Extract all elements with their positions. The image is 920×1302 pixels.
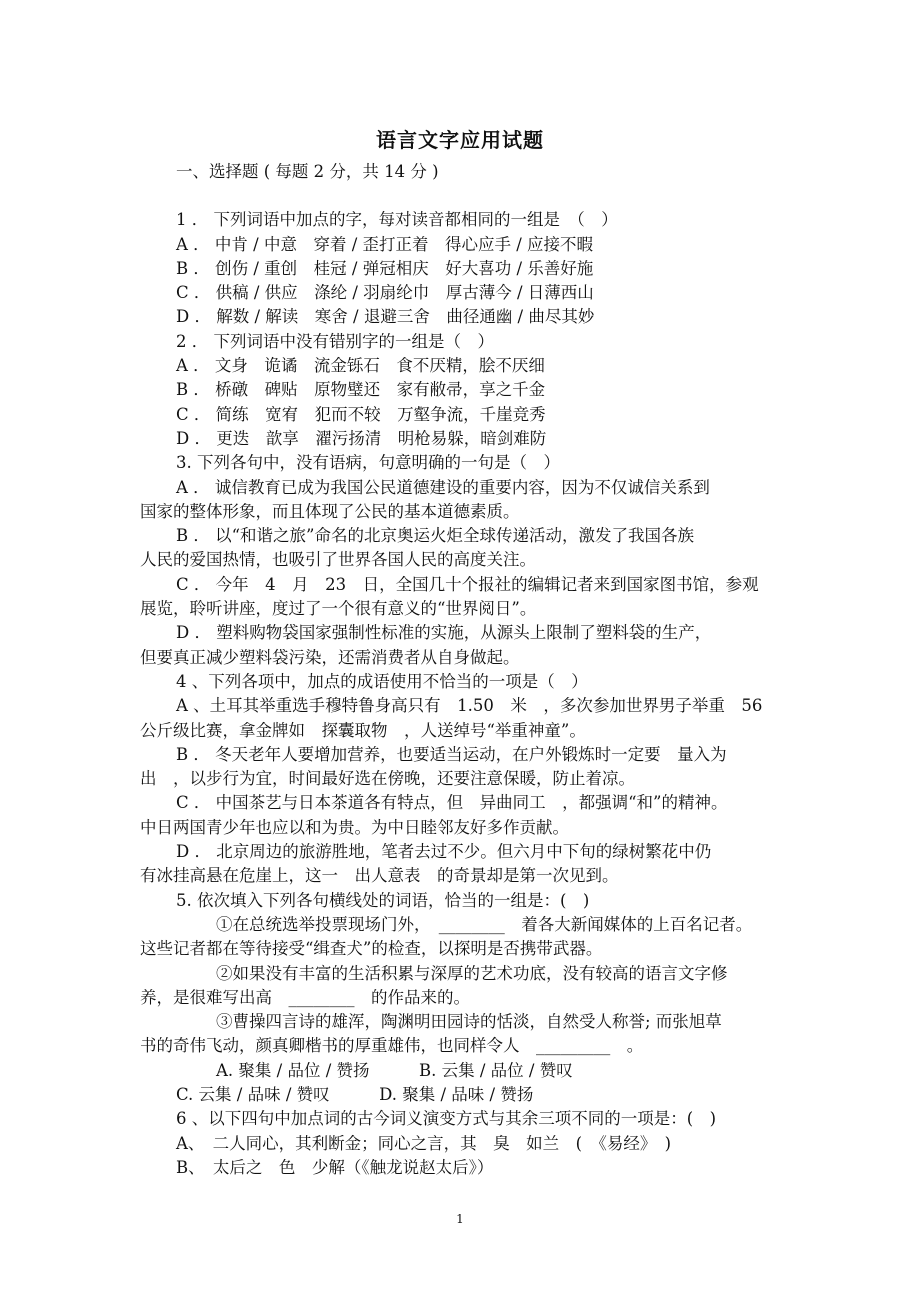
question-4-option-d-line1: D ． 北京周边的旅游胜地，笔者去过不少。但六月中下旬的绿树繁花中仍: [176, 842, 712, 862]
document-title: 语言文字应用试题: [376, 128, 544, 152]
question-6-option-a: A、 二人同心，其利断金；同心之言，其 臭 如兰 ( 《易经》 ): [176, 1133, 672, 1153]
question-5-sentence-1-line2: 这些记者都在等待接受“缉查犬”的检查，以探明是否携带武器。: [140, 939, 603, 959]
question-4-option-b-line1: B ． 冬天老年人要增加营养，也要适当运动，在户外锻炼时一定要 量入为: [176, 744, 727, 764]
question-3-option-c-line1: C ． 今年 4 月 23 日，全国几十个报社的编辑记者来到国家图书馆，参观: [176, 574, 759, 594]
question-1-stem: 1 ． 下列词语中加点的字，每对读音都相同的一组是 （ ）: [176, 210, 618, 230]
question-3-option-a-line1: A ． 诚信教育已成为我国公民道德建设的重要内容，因为不仅诚信关系到: [176, 477, 710, 497]
question-6-option-b: B、 太后之 色 少解（《触龙说赵太后》）: [176, 1157, 494, 1177]
question-3-option-d-line2: 但要真正减少塑料袋污染，还需消费者从自身做起。: [140, 647, 520, 667]
question-5-sentence-3-line1: ③曹操四言诗的雄浑，陶渊明田园诗的恬淡，自然受人称誉; 而张旭草: [216, 1012, 722, 1032]
question-4-option-c-line2: 中日两国青少年也应以和为贵。为中日睦邻友好多作贡献。: [140, 817, 569, 837]
question-3-option-d-line1: D ． 塑料购物袋国家强制性标准的实施，从源头上限制了塑料袋的生产，: [176, 623, 712, 643]
question-1-option-d: D ． 解数 / 解读 寒舍 / 退避三舍 曲径通幽 / 曲尽其妙: [176, 307, 595, 327]
question-1-option-c: C ． 供稿 / 供应 涤纶 / 羽扇纶巾 厚古薄今 / 日薄西山: [176, 283, 594, 303]
question-4-stem: 4 、下列各项中，加点的成语使用不恰当的一项是（ ）: [176, 671, 588, 691]
section-heading: 一、选择题 ( 每题 2 分，共 14 分 ): [176, 162, 439, 181]
page-number: 1: [456, 1212, 464, 1226]
question-1-option-b: B ． 创伤 / 重创 桂冠 / 弹冠相庆 好大喜功 / 乐善好施: [176, 258, 594, 278]
question-5-stem: 5. 依次填入下列各句横线处的词语，恰当的一组是：( ): [176, 890, 590, 910]
question-3-option-c-line2: 展览，聆听讲座，度过了一个很有意义的“世界阅日”。: [140, 599, 537, 619]
question-5-sentence-2-line2: 养，是很难写出高 ________ 的作品来的。: [140, 987, 470, 1007]
question-5-sentence-3-line2: 书的奇伟飞动，颜真卿楷书的厚重雄伟，也同样令人 _________ 。: [140, 1036, 644, 1056]
document-body: [140, 160, 790, 1180]
question-4-option-d-line2: 有冰挂高悬在危崖上，这一 出人意表 的奇景却是第一次见到。: [140, 866, 619, 886]
question-4-option-c-line1: C ． 中国茶艺与日本茶道各有特点，但 异曲同工 ，都强调“和”的精神。: [176, 793, 728, 813]
question-1-option-a: A ． 中肯 / 中意 穿着 / 歪打正着 得心应手 / 应接不暇: [176, 234, 594, 254]
blank-line: [140, 184, 790, 208]
question-5-sentence-2-line1: ②如果没有丰富的生活积累与深厚的艺术功底，没有较高的语言文字修: [216, 963, 728, 983]
question-2-option-b: B ． 桥礅 碑贴 原物璧还 家有敝帚，享之千金: [176, 380, 546, 400]
question-4-option-a-line2: 公斤级比赛，拿金牌如 探囊取物 ，人送绰号“举重神童”。: [140, 720, 586, 740]
question-3-stem: 3. 下列各句中，没有语病，句意明确的一句是（ ）: [176, 453, 560, 473]
question-6-stem: 6 、以下四句中加点词的古今词义演变方式与其余三项不同的一项是：( ): [176, 1109, 717, 1129]
question-2-stem: 2 ． 下列词语中没有错别字的一组是（ ）: [176, 331, 494, 351]
question-3-option-b-line2: 人民的爱国热情，也吸引了世界各国人民的高度关注。: [140, 550, 536, 570]
question-3-option-b-line1: B ． 以“和谐之旅”命名的北京奥运火炬全球传递活动，激发了我国各族: [176, 526, 694, 546]
question-5-options-ab: A. 聚集 / 品位 / 赞扬 B. 云集 / 品位 / 赞叹: [216, 1060, 573, 1080]
question-2-option-c: C ． 简练 宽宥 犯而不较 万壑争流，千崖竞秀: [176, 404, 546, 424]
question-5-options-cd: C. 云集 / 品味 / 赞叹 D. 聚集 / 品味 / 赞扬: [176, 1084, 534, 1104]
question-2-option-d: D ． 更迭 歆享 濯污扬清 明枪易躲，暗剑难防: [176, 428, 547, 448]
question-2-option-a: A ． 文身 诡谲 流金铄石 食不厌精，脍不厌细: [176, 356, 545, 376]
question-5-sentence-1-line1: ①在总统选举投票现场门外， ________ 着各大新闻媒体的上百名记者。: [216, 914, 753, 934]
question-4-option-a-line1: A 、土耳其举重选手穆特鲁身高只有 1.50 米 ，多次参加世界男子举重 56: [176, 696, 763, 716]
question-3-option-a-line2: 国家的整体形象，而且体现了公民的基本道德素质。: [140, 501, 520, 521]
question-4-option-b-line2: 出 ，以步行为宜，时间最好选在傍晚，还要注意保暖，防止着凉。: [140, 769, 635, 789]
